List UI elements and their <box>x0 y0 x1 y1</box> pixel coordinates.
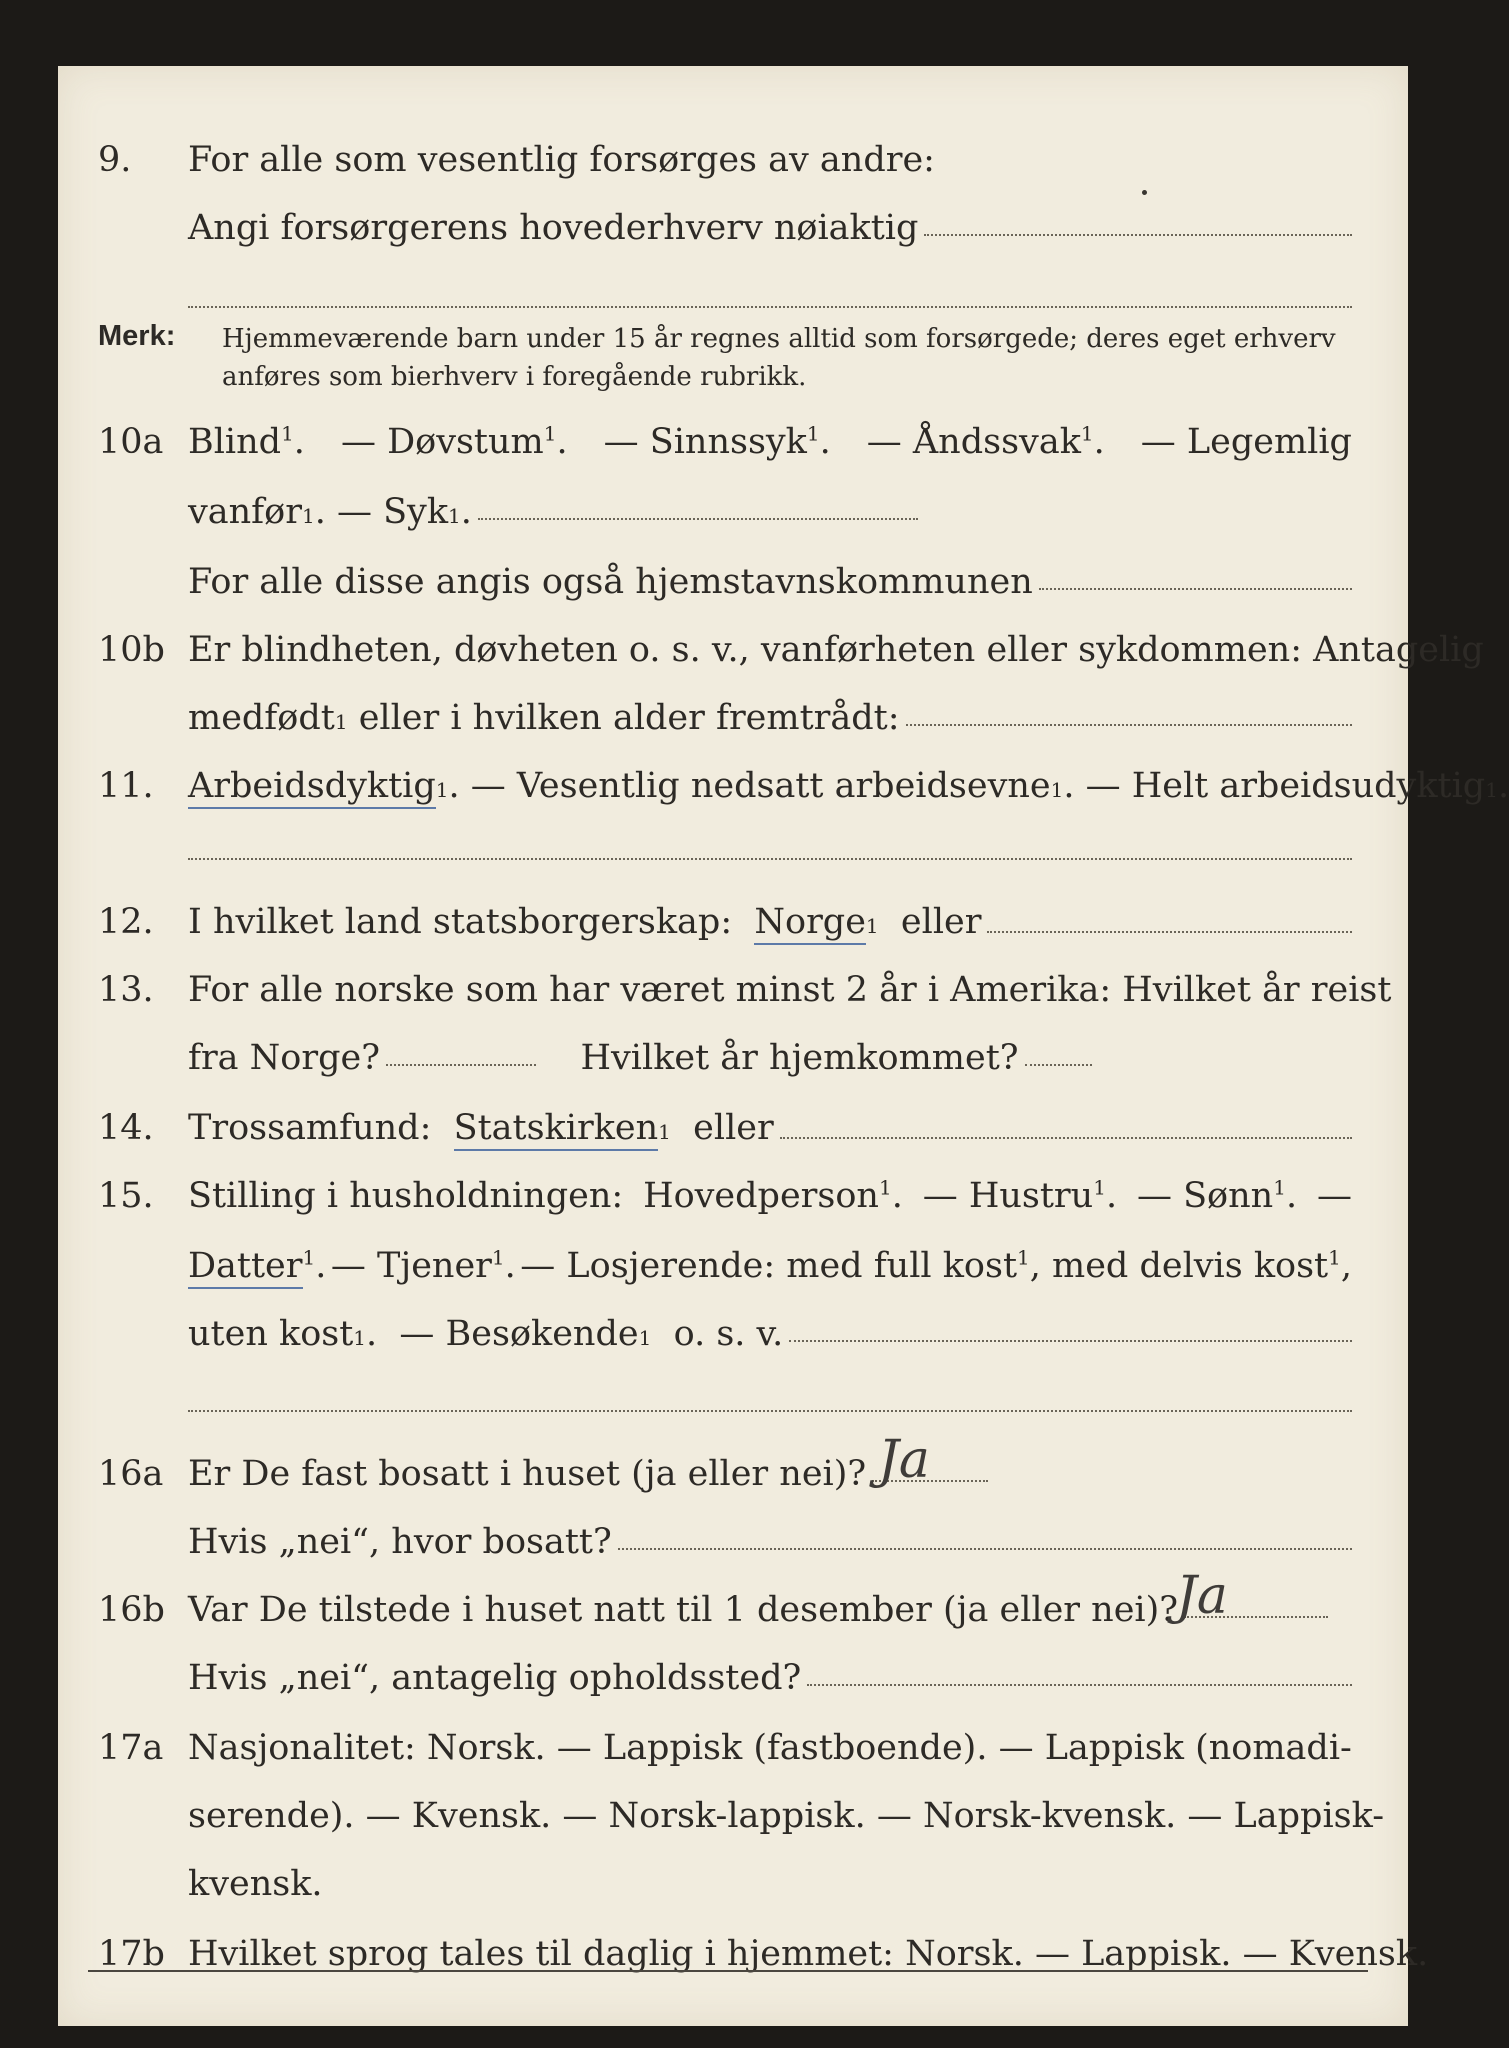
q16a-row2 <box>58 1514 1408 1574</box>
q10b-row1 <box>58 622 1484 682</box>
q16a-number: 16a <box>98 1454 164 1494</box>
q10b-line2: medfødt 1 eller i hvilken alder fremtrådt: <box>188 698 1352 738</box>
q10a-line3: For alle disse angis også hjemstavnskommunen <box>188 562 1352 602</box>
q10a-line1: Blind$^1$. — Døvstum$^1$. — Sinnssyk$^1$. — Åndssvak$^1$. — Legemlig <box>188 421 1352 462</box>
q9-number: 9. <box>98 140 132 180</box>
q16a-line2: Hvis „nei“, hvor bosatt? <box>188 1522 1352 1562</box>
q10b-alder-field[interactable] <box>906 723 1352 726</box>
q15-extra-line[interactable] <box>188 1410 1352 1412</box>
q12-line: I hvilket land statsborgerskap: Norge 1 eller <box>188 902 1352 945</box>
q16b-number: 16b <box>98 1590 165 1630</box>
q11-row <box>58 758 1509 818</box>
q13-line1: For alle norske som har været minst 2 år i Amerika: Hvilket år reist <box>188 970 1392 1010</box>
q10a-syk-field[interactable] <box>478 517 918 520</box>
q16a-line1: Er De fast bosatt i huset (ja eller nei)? <box>188 1454 988 1494</box>
q15-line3: uten kost 1 . — Besøkende 1 o. s. v. <box>188 1314 1352 1354</box>
q16b-row2 <box>58 1650 1408 1710</box>
q12-selected-norge[interactable]: Norge <box>754 902 866 945</box>
q17b-line1: Hvilket sprog tales til daglig i hjemmet: Norsk. — Lappisk. — Kvensk. <box>188 1934 1429 1974</box>
q13-line2: fra Norge? Hvilket år hjemkommet? <box>188 1038 1092 1078</box>
q17a-row3 <box>58 1856 1408 1916</box>
q9-row2 <box>58 200 1408 260</box>
q11-extra-line[interactable] <box>188 858 1352 860</box>
q16b-line1: Var De tilstede i huset natt til 1 desember (ja eller nei)? <box>188 1590 1328 1630</box>
q16a-bosatt-field[interactable] <box>618 1547 1352 1550</box>
q10a-row3 <box>58 554 1408 614</box>
q10a-hjemstavn-field[interactable] <box>1039 587 1352 590</box>
census-form-page <box>58 66 1509 2026</box>
q9-answer-field[interactable] <box>924 233 1352 236</box>
q10a-line2: vanfør 1 . — Syk 1 . <box>188 492 918 532</box>
q17a-number: 17a <box>98 1728 164 1768</box>
q17a-row2 <box>58 1788 1408 1848</box>
q16a-handwritten-answer: Ja <box>878 1430 930 1490</box>
q10a-row2 <box>58 484 1408 544</box>
q9-row1 <box>58 132 1408 192</box>
q17a-line1: Nasjonalitet: Norsk. — Lappisk (fastboende). — Lappisk (nomadi- <box>188 1728 1352 1768</box>
q17a-row1 <box>58 1720 1408 1780</box>
q13-reist-field[interactable] <box>386 1063 536 1066</box>
q14-row <box>58 1100 1408 1160</box>
q9-line1: For alle som vesentlig forsørges av andre: <box>188 140 935 180</box>
q13-row2 <box>58 1030 1408 1090</box>
q16b-opholdssted-field[interactable] <box>807 1683 1352 1686</box>
q14-line: Trossamfund: Statskirken 1 eller <box>188 1108 1352 1151</box>
q15-number: 15. <box>98 1176 154 1216</box>
q11-number: 11. <box>98 766 154 806</box>
q13-hjemkommet-field[interactable] <box>1025 1063 1092 1066</box>
q9-extra-line[interactable] <box>188 306 1352 308</box>
q17a-line3: kvensk. <box>188 1864 323 1904</box>
q13-row1 <box>58 962 1408 1022</box>
q12-number: 12. <box>98 902 154 942</box>
merk-line1: Hjemmeværende barn under 15 år regnes alltid som forsørgede; deres eget erhverv <box>222 324 1336 354</box>
q9-line2: Angi forsørgerens hovederhverv nøiaktig <box>188 208 1352 248</box>
q15-selected-datter[interactable]: Datter <box>188 1246 303 1289</box>
q17b-number: 17b <box>98 1934 165 1974</box>
q16b-line2: Hvis „nei“, antagelig opholdssted? <box>188 1658 1352 1698</box>
q10a-row1 <box>58 414 1408 474</box>
q10b-number: 10b <box>98 630 165 670</box>
q15-other-field[interactable] <box>789 1339 1352 1342</box>
merk-label: Merk: <box>98 320 176 352</box>
q12-row <box>58 894 1408 954</box>
merk-line2: anføres som bierhverv i foregående rubrikk. <box>222 362 807 392</box>
q14-selected-statskirken[interactable]: Statskirken <box>454 1108 659 1151</box>
q16a-row1 <box>58 1446 1408 1506</box>
q15-row3 <box>58 1306 1408 1366</box>
q14-number: 14. <box>98 1108 154 1148</box>
q10b-line1: Er blindheten, døvheten o. s. v., vanførheten eller sykdommen: Antagelig <box>188 630 1484 670</box>
q17b-row <box>58 1926 1429 1986</box>
ink-speck <box>1142 190 1147 195</box>
q12-other-field[interactable] <box>987 930 1352 933</box>
q15-line2: Datter$^1$. — Tjener$^1$. — Losjerende: med full kost$^1$, med delvis kost$^1$, <box>188 1246 1352 1286</box>
q11-selected-arbeidsdyktig[interactable]: Arbeidsdyktig <box>188 766 436 809</box>
q13-number: 13. <box>98 970 154 1010</box>
q15-row1 <box>58 1168 1408 1228</box>
q10a-number: 10a <box>98 422 164 462</box>
q14-other-field[interactable] <box>780 1136 1352 1139</box>
q15-row2 <box>58 1238 1408 1298</box>
q16b-handwritten-answer: Ja <box>1176 1566 1228 1626</box>
q17a-line2: serende). — Kvensk. — Norsk-lappisk. — Norsk-kvensk. — Lappisk- <box>188 1796 1385 1836</box>
bottom-rule <box>88 1970 1368 1972</box>
q15-line1: Stilling i husholdningen: Hovedperson$^1$. — Hustru$^1$. — Sønn$^1$. — <box>188 1175 1352 1216</box>
q10b-row2 <box>58 690 1408 750</box>
q11-line: Arbeidsdyktig 1 . — Vesentlig nedsatt arbeidsevne 1 . — Helt arbeidsudyktig 1 . <box>188 766 1352 809</box>
